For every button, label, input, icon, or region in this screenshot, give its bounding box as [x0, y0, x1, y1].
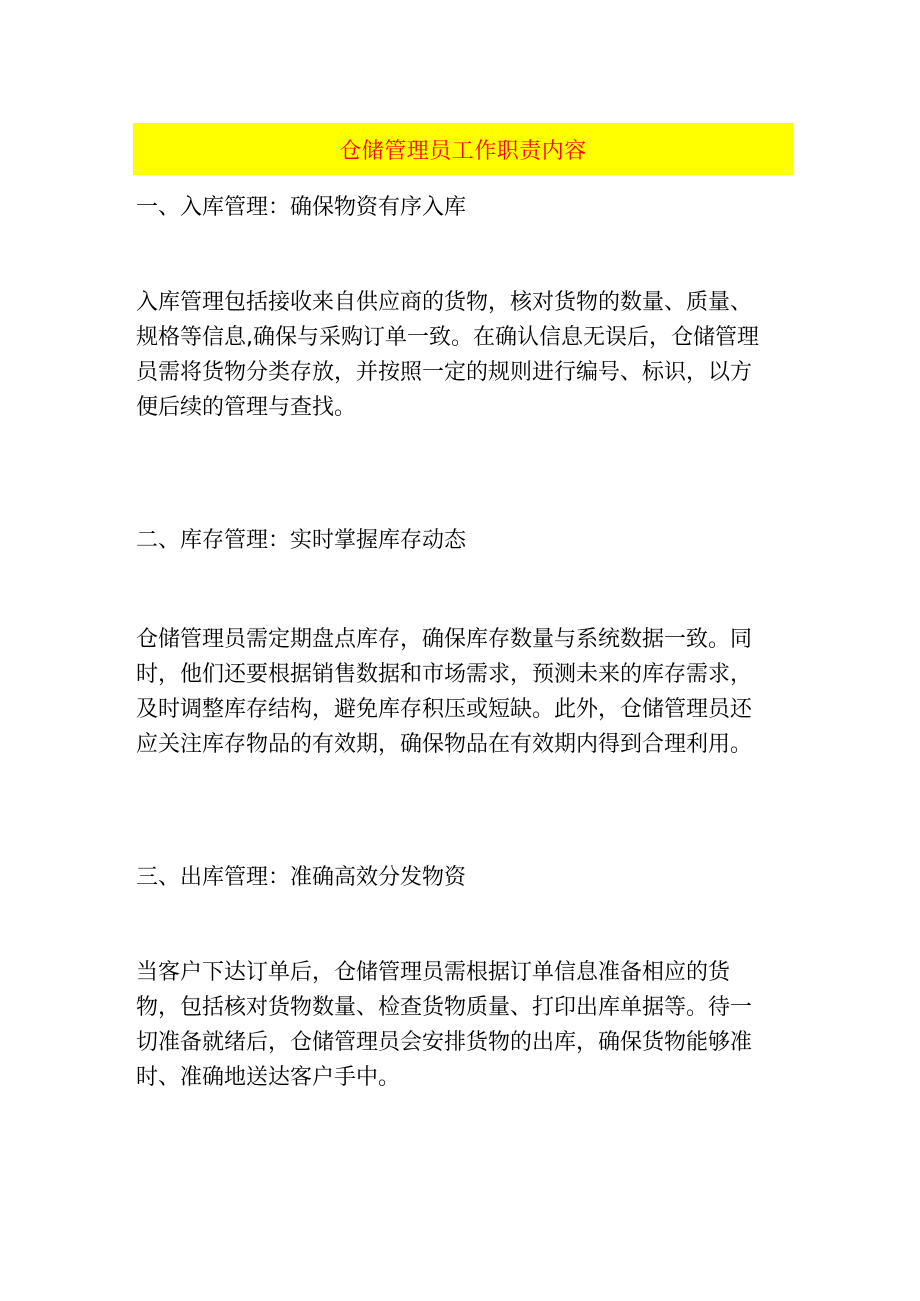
- document-title: 仓储管理员工作职责内容: [339, 138, 587, 164]
- section-body-inventory: [136, 622, 796, 762]
- section-heading-inbound: 一、入库管理：确保物资有序入库: [136, 195, 467, 220]
- paragraph-line: 员需将货物分类存放，并按照一定的规则进行编号、标识，以方: [136, 360, 753, 385]
- paragraph-line: 便后续的管理与查找。: [136, 395, 357, 420]
- section-body-inbound: [136, 285, 796, 425]
- paragraph-line: 入库管理包括接收来自供应商的货物，核对货物的数量、质量、: [136, 290, 753, 315]
- paragraph-line: 时，他们还要根据销售数据和市场需求，预测未来的库存需求，: [136, 662, 753, 687]
- section-heading-outbound: 三、出库管理：准确高效分发物资: [136, 865, 467, 890]
- paragraph-line: 应关注库存物品的有效期，确保物品在有效期内得到合理利用。: [136, 732, 753, 757]
- section-heading-inventory: 二、库存管理：实时掌握库存动态: [136, 528, 467, 553]
- paragraph-line: 仓储管理员需定期盘点库存，确保库存数量与系统数据一致。同: [136, 627, 753, 652]
- paragraph-line: 物，包括核对货物数量、检查货物质量、打印出库单据等。待一: [136, 995, 753, 1020]
- paragraph-line: 及时调整库存结构，避免库存积压或短缺。此外，仓储管理员还: [136, 697, 753, 722]
- paragraph-line: 当客户下达订单后，仓储管理员需根据订单信息准备相应的货: [136, 960, 731, 985]
- section-body-outbound: [136, 955, 796, 1095]
- paragraph-line: 规格等信息,确保与采购订单一致。在确认信息无误后，仓储管理: [136, 325, 759, 350]
- title-banner: [133, 123, 793, 175]
- paragraph-line: 切准备就绪后，仓储管理员会安排货物的出库，确保货物能够准: [136, 1030, 753, 1055]
- paragraph-line: 时、准确地送达客户手中。: [136, 1065, 401, 1090]
